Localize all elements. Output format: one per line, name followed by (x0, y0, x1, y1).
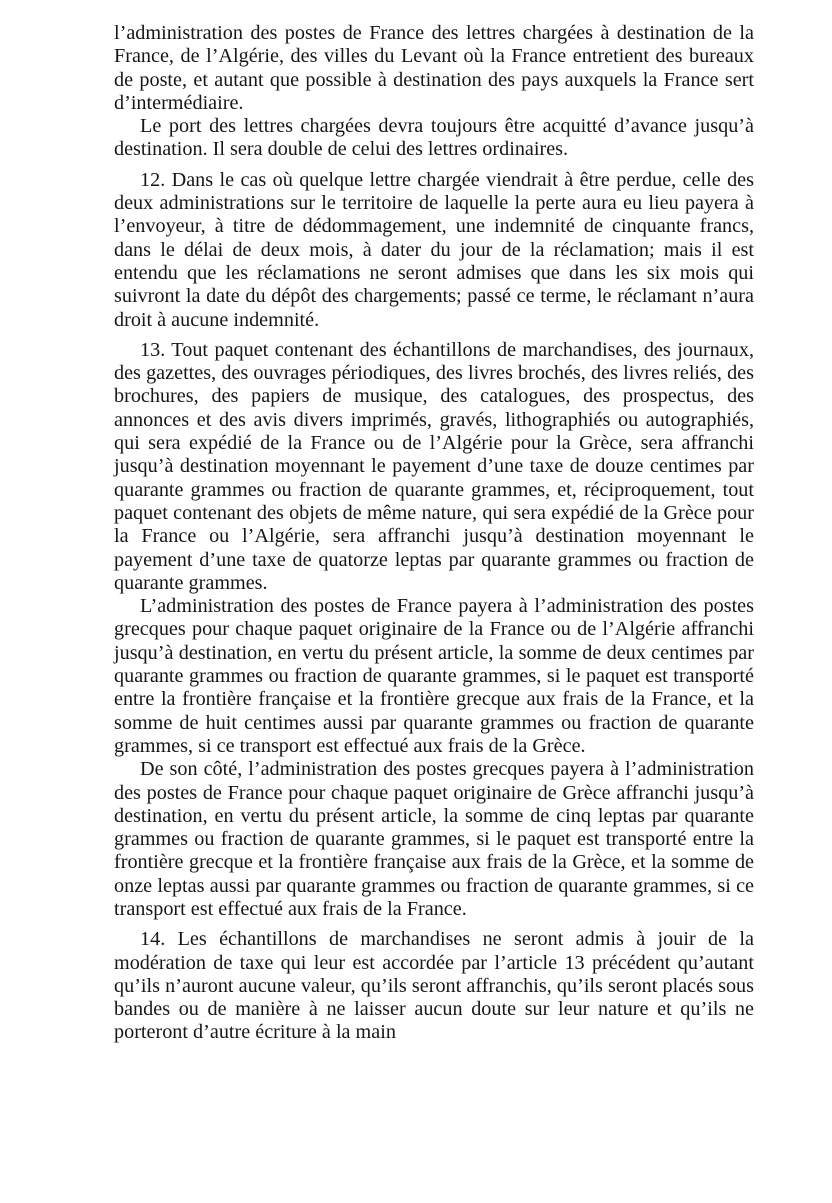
paragraph-port-lettres-chargees: Le port des lettres chargées devra toujours être acquitté d’avance jusqu’à destination. Il sera double de celui des lettres ordinaires. (114, 115, 754, 161)
paragraph-continuation: l’administration des postes de France des lettres chargées à destination de la France, de l’Algérie, des villes du Levant où la France entretient des bureaux de poste, et autant que possible à destination des pays auxquels la France sert d’intermédiaire. (114, 22, 754, 114)
article-13: 13. Tout paquet contenant des échantillons de marchandises, des journaux, des gazettes, des ouvrages périodiques, des livres brochés, des livres reliés, des brochures, des papiers de musique, des catalogues, des prospectus, des annonces et des avis divers imprimés, gravés, lithographiés ou autographiés, qui sera expédié de la France ou de l’Algérie pour la Grèce, sera affranchi jusqu’à destination moyennant le payement d’une taxe de douze centimes par quarante grammes ou fraction de quarante grammes, et, réciproquement, tout paquet contenant des objets de même nature, qui sera expédié de la Grèce pour la France ou l’Algérie, sera affranchi jusqu’à destination moyennant le payement d’une taxe de quatorze leptas par quarante grammes ou fraction de quarante grammes. (114, 338, 754, 594)
document-page (114, 22, 754, 1045)
paragraph-administration-france: L’administration des postes de France payera à l’administration des postes grecques pour chaque paquet originaire de la France ou de l’Algérie affranchi jusqu’à destination, en vertu du présent article, la somme de deux centimes par quarante grammes ou fraction de quarante grammes, si le paquet est transporté entre la frontière française et la frontière grecque aux frais de la France, et la somme de huit centimes aussi par quarante grammes ou fraction de quarante grammes, si ce transport est effectué aux frais de la Grèce. (114, 595, 754, 757)
article-14: 14. Les échantillons de marchandises ne seront admis à jouir de la modération de taxe qui leur est accordée par l’article 13 précédent qu’autant qu’ils n’auront aucune valeur, qu’ils seront affranchis, qu’ils seront placés sous bandes ou de manière à ne laisser aucun doute sur leur nature et qu’ils ne porteront d’autre écriture à la main (114, 928, 754, 1044)
article-12: 12. Dans le cas où quelque lettre chargée viendrait à être perdue, celle des deux administrations sur le territoire de laquelle la perte aura eu lieu payera à l’envoyeur, à titre de dédommagement, une indemnité de cinquante francs, dans le délai de deux mois, à dater du jour de la réclamation; mais il est entendu que les réclamations ne seront admises que dans les six mois qui suivront la date du dépôt des chargements; passé ce terme, le réclamant n’aura droit à aucune indemnité. (114, 168, 754, 331)
paragraph-administration-grecque: De son côté, l’administration des postes grecques payera à l’administration des postes de France pour chaque paquet originaire de Grèce affranchi jusqu’à destination, en vertu du présent article, la somme de cinq leptas par quarante grammes ou fraction de quarante grammes, si le paquet est transporté entre la frontière grecque et la frontière française aux frais de la Grèce, et la somme de onze leptas aussi par quarante grammes ou fraction de quarante grammes, si ce transport est effectué aux frais de la France. (114, 758, 754, 920)
